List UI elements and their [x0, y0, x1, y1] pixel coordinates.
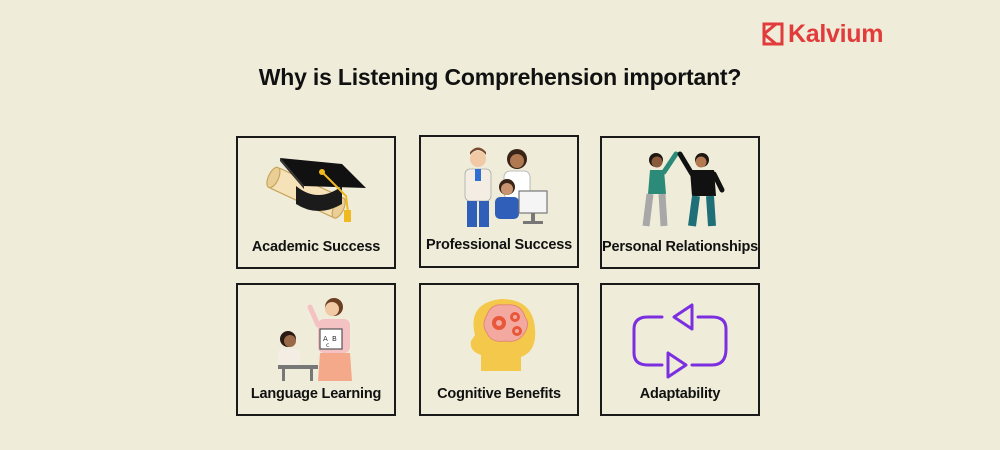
- card-adaptability: [600, 283, 760, 416]
- team-at-computer-icon: [421, 137, 577, 233]
- card-label: Cognitive Benefits: [437, 386, 561, 402]
- brand-name: Kalvium: [788, 20, 884, 48]
- teacher-student-icon: [238, 285, 394, 381]
- card-label: Language Learning: [250, 386, 382, 402]
- card-language-learning: [236, 283, 396, 416]
- svg-text:B: B: [332, 335, 337, 343]
- card-cognitive-benefits: [419, 283, 579, 416]
- card-label: Adaptability: [639, 386, 721, 402]
- graduation-cap-icon: [238, 138, 394, 234]
- card-academic-success: [236, 136, 396, 269]
- card-personal-relationships: [600, 136, 760, 269]
- svg-text:A: A: [323, 335, 328, 343]
- svg-text:c: c: [326, 342, 330, 349]
- card-professional-success: [419, 135, 579, 268]
- brand-logo: [762, 20, 883, 48]
- page-title: Why is Listening Comprehension important?: [258, 64, 742, 90]
- cycle-arrows-icon: [602, 285, 758, 381]
- card-label: Professional Success: [426, 237, 572, 253]
- brain-gears-icon: [421, 285, 577, 381]
- kalvium-logo-icon: [762, 22, 784, 46]
- high-five-icon: [602, 138, 758, 234]
- card-label: Academic Success: [251, 239, 381, 255]
- card-label: Personal Relationships: [602, 239, 758, 255]
